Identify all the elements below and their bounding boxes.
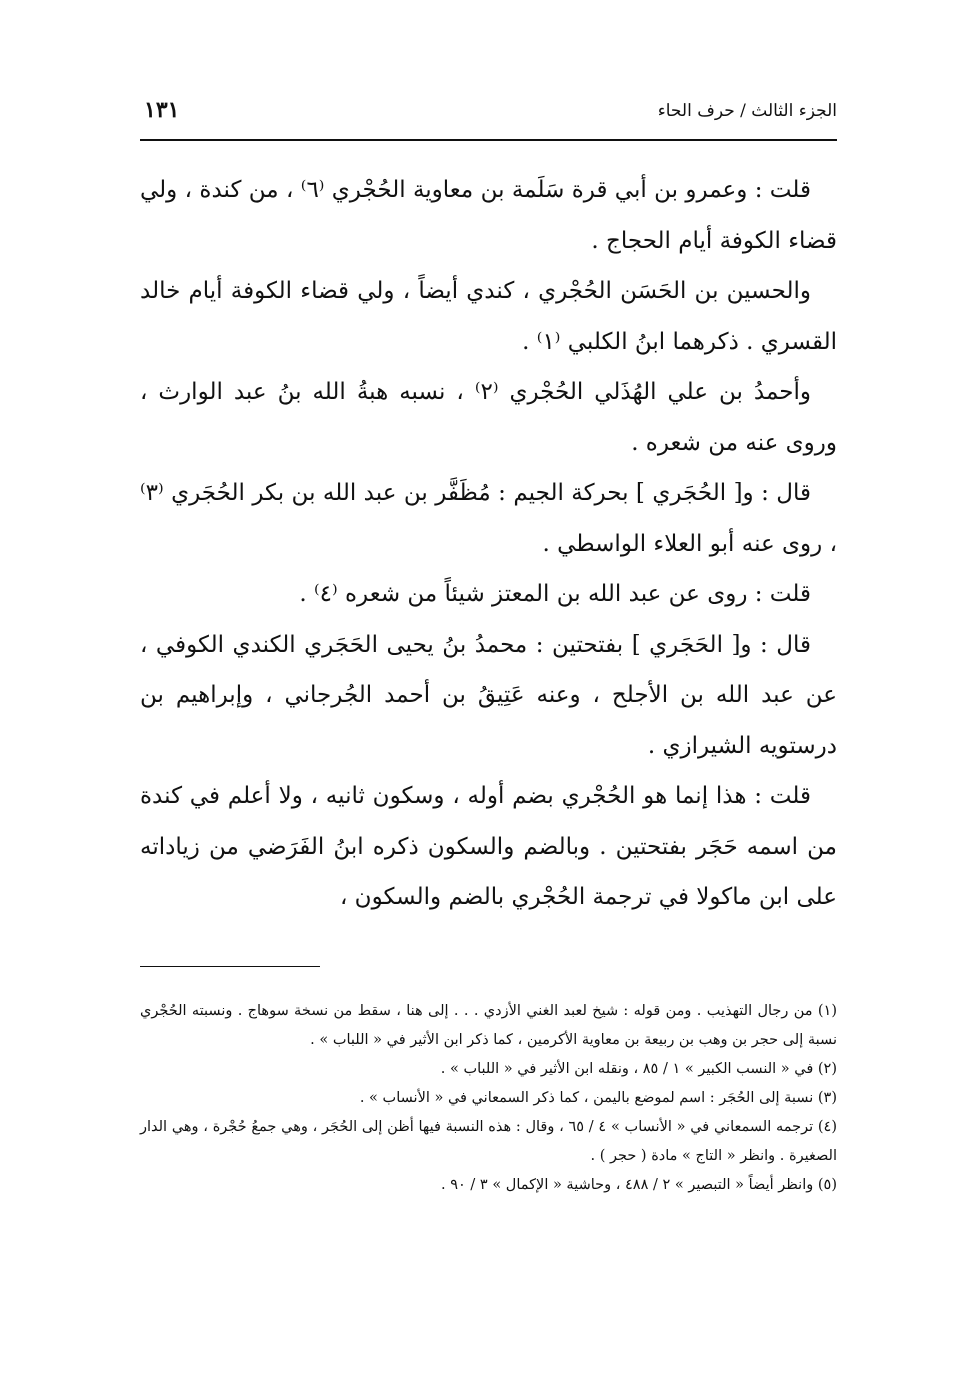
paragraph: وأحمدُ بن علي الهُذَلي الحُجْري ⁽٢⁾ ، نسبه هبةُ الله بنُ عبد الوارث ، وروى عنه من شعره .: [140, 379, 837, 456]
paragraph: قلت : وعمرو بن أبي قرة سَلَمة بن معاوية الحُجْري ⁽٦⁾ ، من كندة ، ولي قضاء الكوفة أيام الحجاج .: [140, 177, 837, 254]
footnote: (١) من رجال التهذيب . ومن قوله : شيخ لعبد الغني الأزدي . . . إلى هنا ، سقط من نسخة سوهاج . ونسبته الحُجْري نسبة إلى حجر بن وهب بن ربيعة بن معاوية الأكرمين ، كما ذكر ابن الأثير في « اللباب » .: [140, 1003, 837, 1048]
book-page: [140, 95, 837, 1315]
footnote: (٥) وانظر أيضاً « التبصير » ٢ / ٤٨٨ ، وحاشية « الإكمال » ٣ / ٩٠ .: [441, 1177, 837, 1193]
footnote: (٢) في « النسب الكبير » ١ / ٨٥ ، ونقله ابن الأثير في « اللباب » .: [440, 1061, 837, 1077]
paragraph: قال : و[ الحُجَري ] بحركة الجيم : مُظَفَّر بن عبد الله بن بكر الحُجَري ⁽٣⁾ ، روى عنه أبو العلاء الواسطي .: [140, 480, 837, 557]
paragraph: قال : و[ الحَجَري ] بفتحتين : محمدُ بنُ يحيى الحَجَري الكندي الكوفي ، عن عبد الله بن الأجلح ، وعنه عَتِيقُ بن أحمد الجُرجاني ، وإبراهيم بن درستويه الشيرازي .: [140, 631, 837, 759]
main-text: [140, 165, 837, 923]
footnote: (٣) نسبة إلى الحُجَر : اسم لموضع باليمن ، كما ذكر السمعاني في « الأنساب » .: [359, 1090, 837, 1106]
footnotes: [140, 997, 837, 1200]
footnote: (٤) ترجمه السمعاني في « الأنساب » ٤ / ٦٥ ، وقال : هذه النسبة فيها أظن إلى الحُجَر ، وهي جمعُ حُجْرة ، وهي الدار الصغيرة . وانظر « التاج » مادة ( حجر ) .: [140, 1119, 837, 1164]
paragraph: قلت : روى عن عبد الله بن المعتز شيئاً من شعره ⁽٤⁾ .: [299, 581, 811, 607]
paragraph: قلت : هذا إنما هو الحُجْري بضم أوله ، وسكون ثانيه ، ولا أعلم في كندة من اسمه حَجَر بفتحتين . وبالضم والسكون ذكره ابنُ الفَرَضي من زياداته على ابن ماكولا في ترجمة الحُجْري بالضم والسكون ،: [140, 783, 837, 910]
page-number: ١٣١: [144, 97, 180, 123]
running-title: الجزء الثالث / حرف الحاء: [657, 101, 837, 121]
footnote-divider: [140, 966, 320, 967]
running-head: [140, 95, 837, 141]
paragraph: والحسين بن الحَسَن الحُجْري ، كندي أيضاً ، ولي قضاء الكوفة أيام خالد القسري . ذكرهما ابنُ الكلبي ⁽١⁾ .: [140, 278, 837, 355]
